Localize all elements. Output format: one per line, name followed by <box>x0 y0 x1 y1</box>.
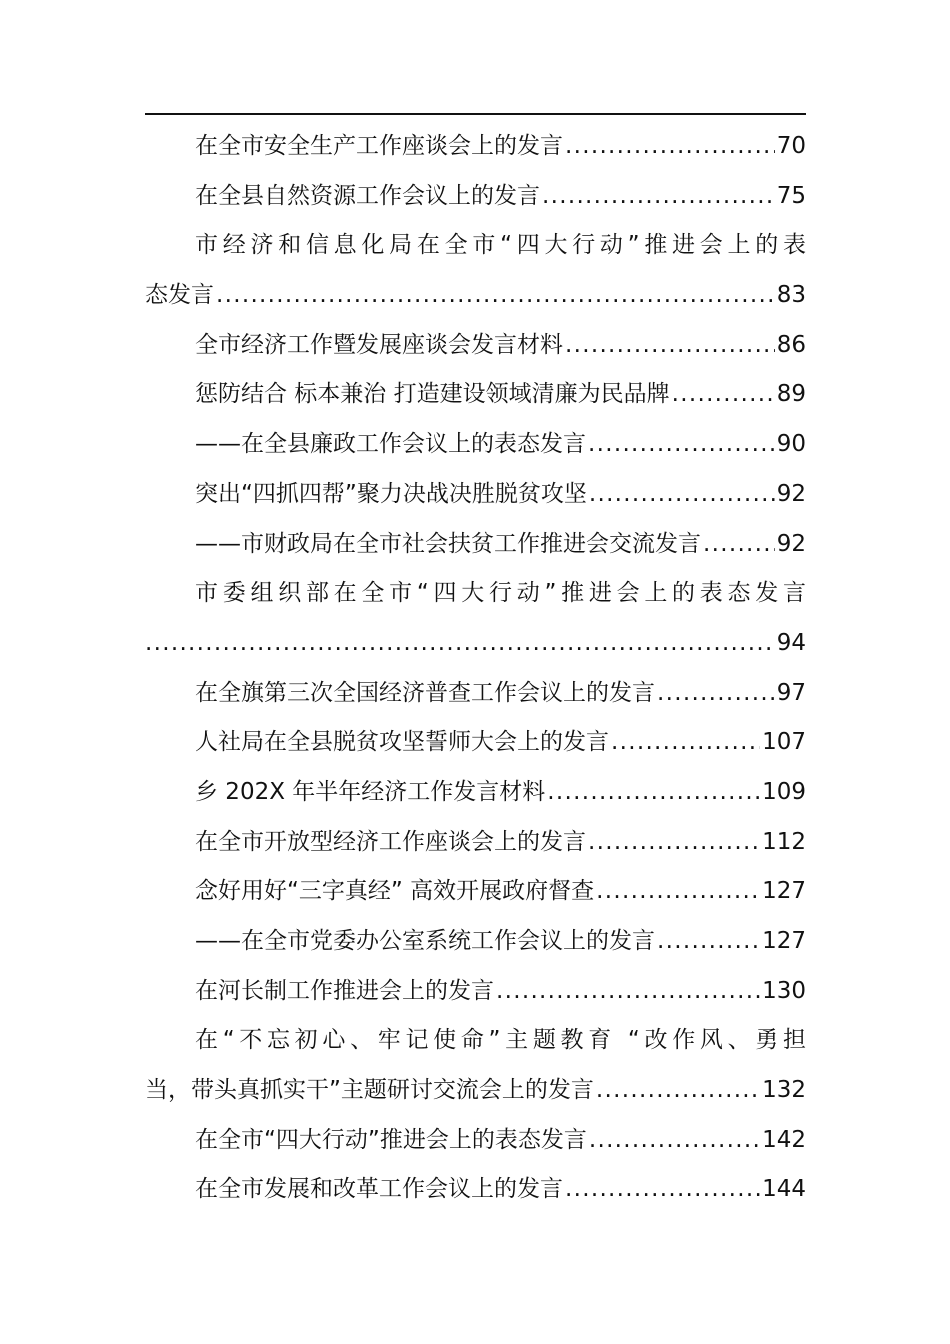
toc-entry-title: 市委组织部在全市“四大行动”推进会上的表态发言 <box>195 580 806 607</box>
toc-entry-line1[interactable] <box>145 1016 806 1066</box>
dot-leader <box>589 1116 760 1166</box>
toc-entry-title: ——在全县廉政工作会议上的表态发言 <box>195 431 586 458</box>
toc-entry[interactable] <box>145 420 806 470</box>
toc-entry-page: 142 <box>762 1126 806 1153</box>
dot-leader <box>565 321 775 371</box>
toc-entry-page: 75 <box>776 182 806 209</box>
toc-entry[interactable] <box>145 1165 806 1215</box>
dot-leader <box>588 818 760 868</box>
toc-entry[interactable] <box>145 321 806 371</box>
dot-leader <box>565 1165 760 1215</box>
toc-entry-page: 89 <box>776 381 806 408</box>
toc-entry[interactable] <box>145 172 806 222</box>
toc-entry-line2[interactable] <box>145 1066 806 1116</box>
toc-entry[interactable] <box>145 967 806 1017</box>
toc-entry-page: 109 <box>762 778 806 805</box>
toc-entry-title: 在“不忘初心、牢记使命”主题教育 “改作风、勇担 <box>195 1027 806 1054</box>
toc-entry-page: 127 <box>762 878 806 905</box>
toc-entry-page: 92 <box>776 530 806 557</box>
toc-entry-title: 惩防结合 标本兼治 打造建设领域清廉为民品牌 <box>195 381 670 408</box>
toc-entry-title: 突出“四抓四帮”聚力决战决胜脱贫攻坚 <box>195 480 587 507</box>
toc-entry[interactable] <box>145 520 806 570</box>
toc-entry[interactable] <box>145 122 806 172</box>
toc-entry-title: ——在全市党委办公室系统工作会议上的发言 <box>195 928 655 954</box>
dot-leader <box>672 370 775 420</box>
toc-entry[interactable] <box>145 370 806 420</box>
toc-entry[interactable] <box>145 768 806 818</box>
toc-entry[interactable] <box>145 867 806 917</box>
toc-entry-title: 在全市“四大行动”推进会上的表态发言 <box>195 1126 587 1153</box>
toc-entry-page: 70 <box>776 133 806 159</box>
toc-entry-page: 107 <box>762 729 806 756</box>
toc-entry-line1[interactable] <box>145 221 806 271</box>
toc-entry-title: 在全旗第三次全国经济普查工作会议上的发言 <box>195 679 655 706</box>
toc-entry-line2[interactable] <box>145 619 806 669</box>
dot-leader <box>496 967 760 1017</box>
toc-entry-title: 在全县自然资源工作会议上的发言 <box>195 182 540 209</box>
dot-leader <box>216 271 775 321</box>
toc-entry-page: 86 <box>776 331 806 358</box>
toc-entry[interactable] <box>145 1116 806 1166</box>
dot-leader <box>547 768 760 818</box>
toc-entry-title: ——市财政局在全市社会扶贫工作推进会交流发言 <box>195 530 701 557</box>
toc-entry-title: 在河长制工作推进会上的发言 <box>195 977 494 1004</box>
toc-entry-page: 130 <box>762 977 806 1004</box>
dot-leader <box>611 718 760 768</box>
toc-entry-title: 在全市开放型经济工作座谈会上的发言 <box>195 828 586 855</box>
toc-entry-title: 在全市发展和改革工作会议上的发言 <box>195 1176 563 1203</box>
toc-entry-page: 90 <box>776 431 806 458</box>
toc-entry-title: 全市经济工作暨发展座谈会发言材料 <box>195 331 563 358</box>
toc-entry-title: 市经济和信息化局在全市“四大行动”推进会上的表 <box>195 232 806 259</box>
toc-entry-title: 念好用好“三字真经” 高效开展政府督查 <box>195 878 595 905</box>
toc-entry-title-cont: 当，带头真抓实干”主题研讨交流会上的发言 <box>145 1077 594 1104</box>
toc-entry-title-cont: 态发言 <box>145 282 214 309</box>
toc-entry[interactable] <box>145 818 806 868</box>
dot-leader <box>657 669 775 719</box>
toc-entry-page: 92 <box>776 480 806 507</box>
dot-leader <box>657 917 760 967</box>
dot-leader <box>596 1066 760 1116</box>
toc-entry-page: 83 <box>776 282 806 309</box>
header-rule <box>145 113 806 115</box>
toc-entry-page: 127 <box>762 928 806 954</box>
dot-leader <box>588 420 775 470</box>
toc-entry[interactable] <box>145 470 806 520</box>
toc-entry-title: 乡 202X 年半年经济工作发言材料 <box>195 778 546 805</box>
toc-entry[interactable] <box>145 669 806 719</box>
toc-entry[interactable] <box>145 917 806 967</box>
dot-leader <box>703 520 775 570</box>
toc-entry-line1[interactable] <box>145 569 806 619</box>
dot-leader <box>565 122 775 172</box>
toc-entry-page: 97 <box>776 679 806 706</box>
dot-leader <box>596 867 760 917</box>
toc-entry-page: 112 <box>762 828 806 855</box>
toc-entry-page: 132 <box>762 1077 806 1104</box>
toc-entry-line2[interactable] <box>145 271 806 321</box>
table-of-contents <box>145 122 806 1215</box>
toc-entry[interactable] <box>145 718 806 768</box>
toc-entry-title: 人社局在全县脱贫攻坚誓师大会上的发言 <box>195 729 609 756</box>
toc-entry-page: 144 <box>762 1176 806 1203</box>
toc-entry-title: 在全市安全生产工作座谈会上的发言 <box>195 133 563 159</box>
dot-leader <box>542 172 775 222</box>
dot-leader <box>145 619 775 669</box>
dot-leader <box>589 470 775 520</box>
toc-entry-page: 94 <box>776 629 806 656</box>
